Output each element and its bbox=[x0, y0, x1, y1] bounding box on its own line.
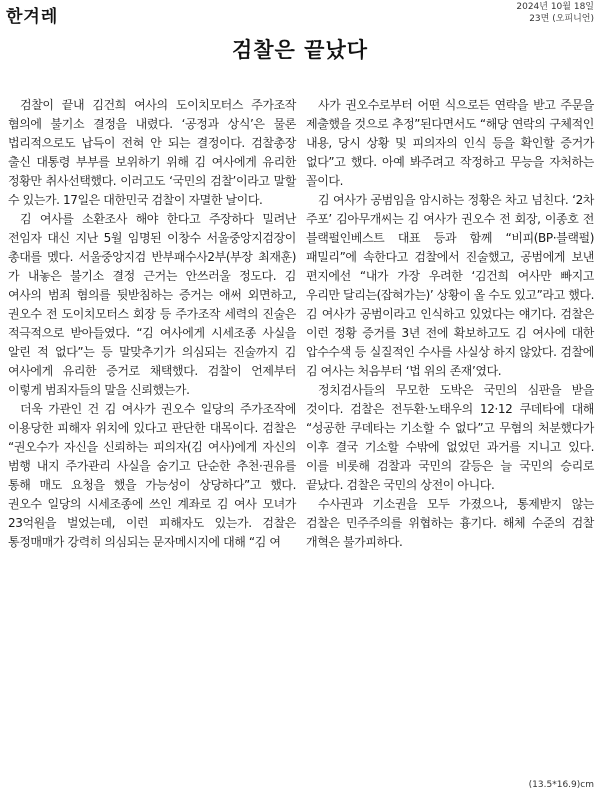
editorial-title: 검찰은 끝났다 bbox=[231, 38, 369, 62]
paragraph: 사가 권오수로부터 어떤 식으로든 연락을 받고 주문을 제출했을 것으로 추정”된다면서도 “해당 연락의 구체적인 내용, 당시 상황 및 피의자의 인식 등을 확인할 증거가 없다”고 했다. 아예 봐주려고 작정하고 무능을 자처하는 꼴이다. bbox=[306, 98, 594, 188]
right-column bbox=[306, 96, 594, 552]
paragraph: 더욱 가관인 건 김 여사가 권오수 일당의 주가조작에 이용당한 피해자 위치에 있다고 판단한 대목이다. 검찰은 “권오수가 자신을 신뢰하는 피의자(김 여사)에게 자신의 범행 내지 주가관리 사실을 숨기고 단순한 추천·권유를 통해 매도 요청을 했을 가능성이 상당하다”고 했다. 권오수 일당의 시세조종에 쓰인 계좌로 김 여사 모녀가 23억원을 벌었는데, 이런 피해자도 있는가. 검찰은 통정매매가 강력히 의심되는 문자메시지에 대해 “김 여 bbox=[8, 402, 296, 549]
page-section: 23면 (오피니언) bbox=[529, 14, 594, 24]
paragraph: 정치검사들의 무모한 도박은 국민의 심판을 받을 것이다. 검찰은 전두환·노태우의 12·12 쿠데타에 대해 “성공한 쿠데타는 기소할 수 없다”고 무혐의 처분했다가 이후 결국 기소할 수밖에 없었던 과거를 지니고 있다. 이를 비롯해 검찰과 국민의 갈등은 늘 국민의 승리로 끝났다. 검찰은 국민의 상전이 아니다. bbox=[306, 383, 594, 492]
publication-meta bbox=[516, 1, 594, 25]
paragraph: 검찰이 끝내 김건희 여사의 도이치모터스 주가조작 혐의에 불기소 결정을 내렸다. ‘공정과 상식’은 물론 법리적으로도 납득이 전혀 안 되는 결정이다. 검찰총장 출신 대통령 부부를 보위하기 위해 김 여사에게 유리한 정황만 취사선택했다. 이러고도 ‘국민의 검찰’이라고 말할 수 있는가. 17일은 대한민국 검찰이 자멸한 날이다. bbox=[8, 98, 296, 207]
masthead bbox=[0, 0, 600, 28]
paragraph: 김 여사를 소환조사 해야 한다고 주장하다 밀려난 전임자 대신 지난 5월 임명된 이창수 서울중앙지검장이 총대를 멨다. 서울중앙지검 반부패수사2부(부장 최재훈)가 내놓은 불기소 결정 근거는 안쓰러울 정도다. 김 여사의 범죄 혐의를 뒷받침하는 증거는 애써 외면하고, 권오수 전 도이치모터스 회장 등 주가조작 세력의 진술은 적극적으로 받아들였다. “김 여사에게 시세조종 사실을 알린 적 없다”는 등 말맞추기가 의심되는 진술까지 김 여사에게 유리한 증거로 채택했다. 검찰이 언제부터 이렇게 범죄자들의 말을 신뢰했는가. bbox=[8, 212, 296, 397]
newspaper-logo: 한겨레 bbox=[6, 7, 59, 27]
paragraph: 수사권과 기소권을 모두 가졌으나, 통제받지 않는 검찰은 민주주의를 위협하는 흉기다. 해체 수준의 검찰 개혁은 불가피하다. bbox=[306, 497, 594, 549]
left-column bbox=[8, 96, 296, 552]
publication-date: 2024년 10월 18일 bbox=[516, 2, 594, 12]
article-size-note: (13.5*16.9)cm bbox=[528, 780, 594, 790]
paragraph: 김 여사가 공범임을 암시하는 정황은 차고 넘친다. ‘2차 주포’ 김아무개씨는 김 여사가 권오수 전 회장, 이종호 전 블랙펄인베스트 대표 등과 함께 “비피(BP·블랙펄) 패밀리”에 속한다고 검찰에서 진술했고, 공범에게 보낸 편지에선 “내가 가장 우려한 ‘김건희 여사만 빠지고 우리만 달리는(잡혀가는)’ 상황이 올 수도 있고”라고 했다. 김 여사가 공범이라고 인식하고 있었다는 얘기다. 검찰은 이런 정황 증거를 3년 전에 확보하고도 김 여사에 대한 압수수색 등 실질적인 수사를 사실상 하지 않았다. 검찰에 김 여사는 처음부터 ‘법 위의 존재’였다. bbox=[306, 193, 594, 378]
